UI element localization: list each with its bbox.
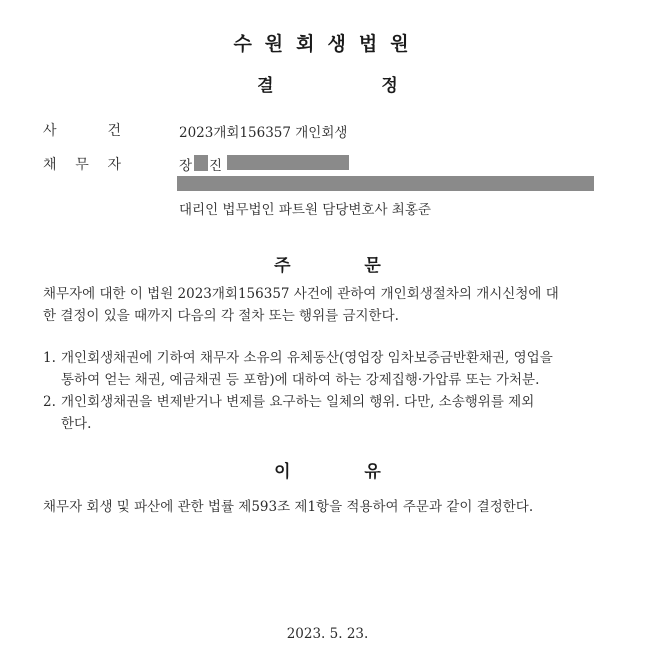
debtor-label-char: 무: [75, 157, 89, 173]
debtor-label-char: 채: [43, 157, 57, 173]
document-title-first: 결: [257, 76, 274, 96]
item-text-line: 개인회생채권에 기하여 채무자 소유의 유체동산(영업장 임차보증금반환채권, 영업을: [61, 350, 553, 366]
item-number: 1.: [43, 350, 56, 366]
redaction-bar: [177, 176, 594, 191]
item-number: 2.: [43, 394, 56, 410]
debtor-name-last: 진: [209, 158, 223, 174]
item-text-line: 개인회생채권을 변제받거나 변제를 요구하는 일체의 행위. 다만, 소송행위를 제외: [61, 394, 535, 410]
reason-text: 채무자 회생 및 파산에 관한 법률 제593조 제1항을 적용하여 주문과 같이 결정한다.: [43, 499, 534, 515]
redaction-bar: [194, 155, 208, 171]
court-name: 수원회생법원: [233, 33, 422, 55]
order-text-line: 채무자에 대한 이 법원 2023개회156357 사건에 관하여 개인회생절차의 개시신청에 대: [43, 286, 559, 302]
reason-heading-second: 유: [364, 462, 381, 482]
case-label-char: 건: [107, 123, 121, 139]
reason-heading-first: 이: [274, 462, 291, 482]
order-text-line: 한 결정이 있을 때까지 다음의 각 절차 또는 행위를 금지한다.: [43, 308, 399, 324]
case-label: [43, 120, 121, 140]
case-number: 2023개회156357 개인회생: [179, 125, 348, 141]
reason-heading: [0, 457, 655, 482]
debtor-name-first: 장: [179, 158, 193, 174]
redaction-bar: [227, 155, 349, 170]
order-heading-first: 주: [274, 256, 291, 276]
item-text-line: 한다.: [61, 416, 92, 432]
order-heading: [0, 251, 655, 276]
document-title-second: 정: [381, 76, 398, 96]
debtor-label: [43, 154, 121, 174]
case-label-char: 사: [43, 123, 57, 139]
debtor-agent: 대리인 법무법인 파트원 담당변호사 최홍준: [179, 202, 431, 218]
item-text-line: 통하여 얻는 채권, 예금채권 등 포함)에 대하여 하는 강제집행·가압류 또는 가처분.: [61, 372, 540, 388]
order-heading-second: 문: [364, 256, 381, 276]
decision-date: 2023. 5. 23.: [286, 626, 369, 642]
document-title: [0, 71, 655, 96]
debtor-label-char: 자: [107, 157, 121, 173]
